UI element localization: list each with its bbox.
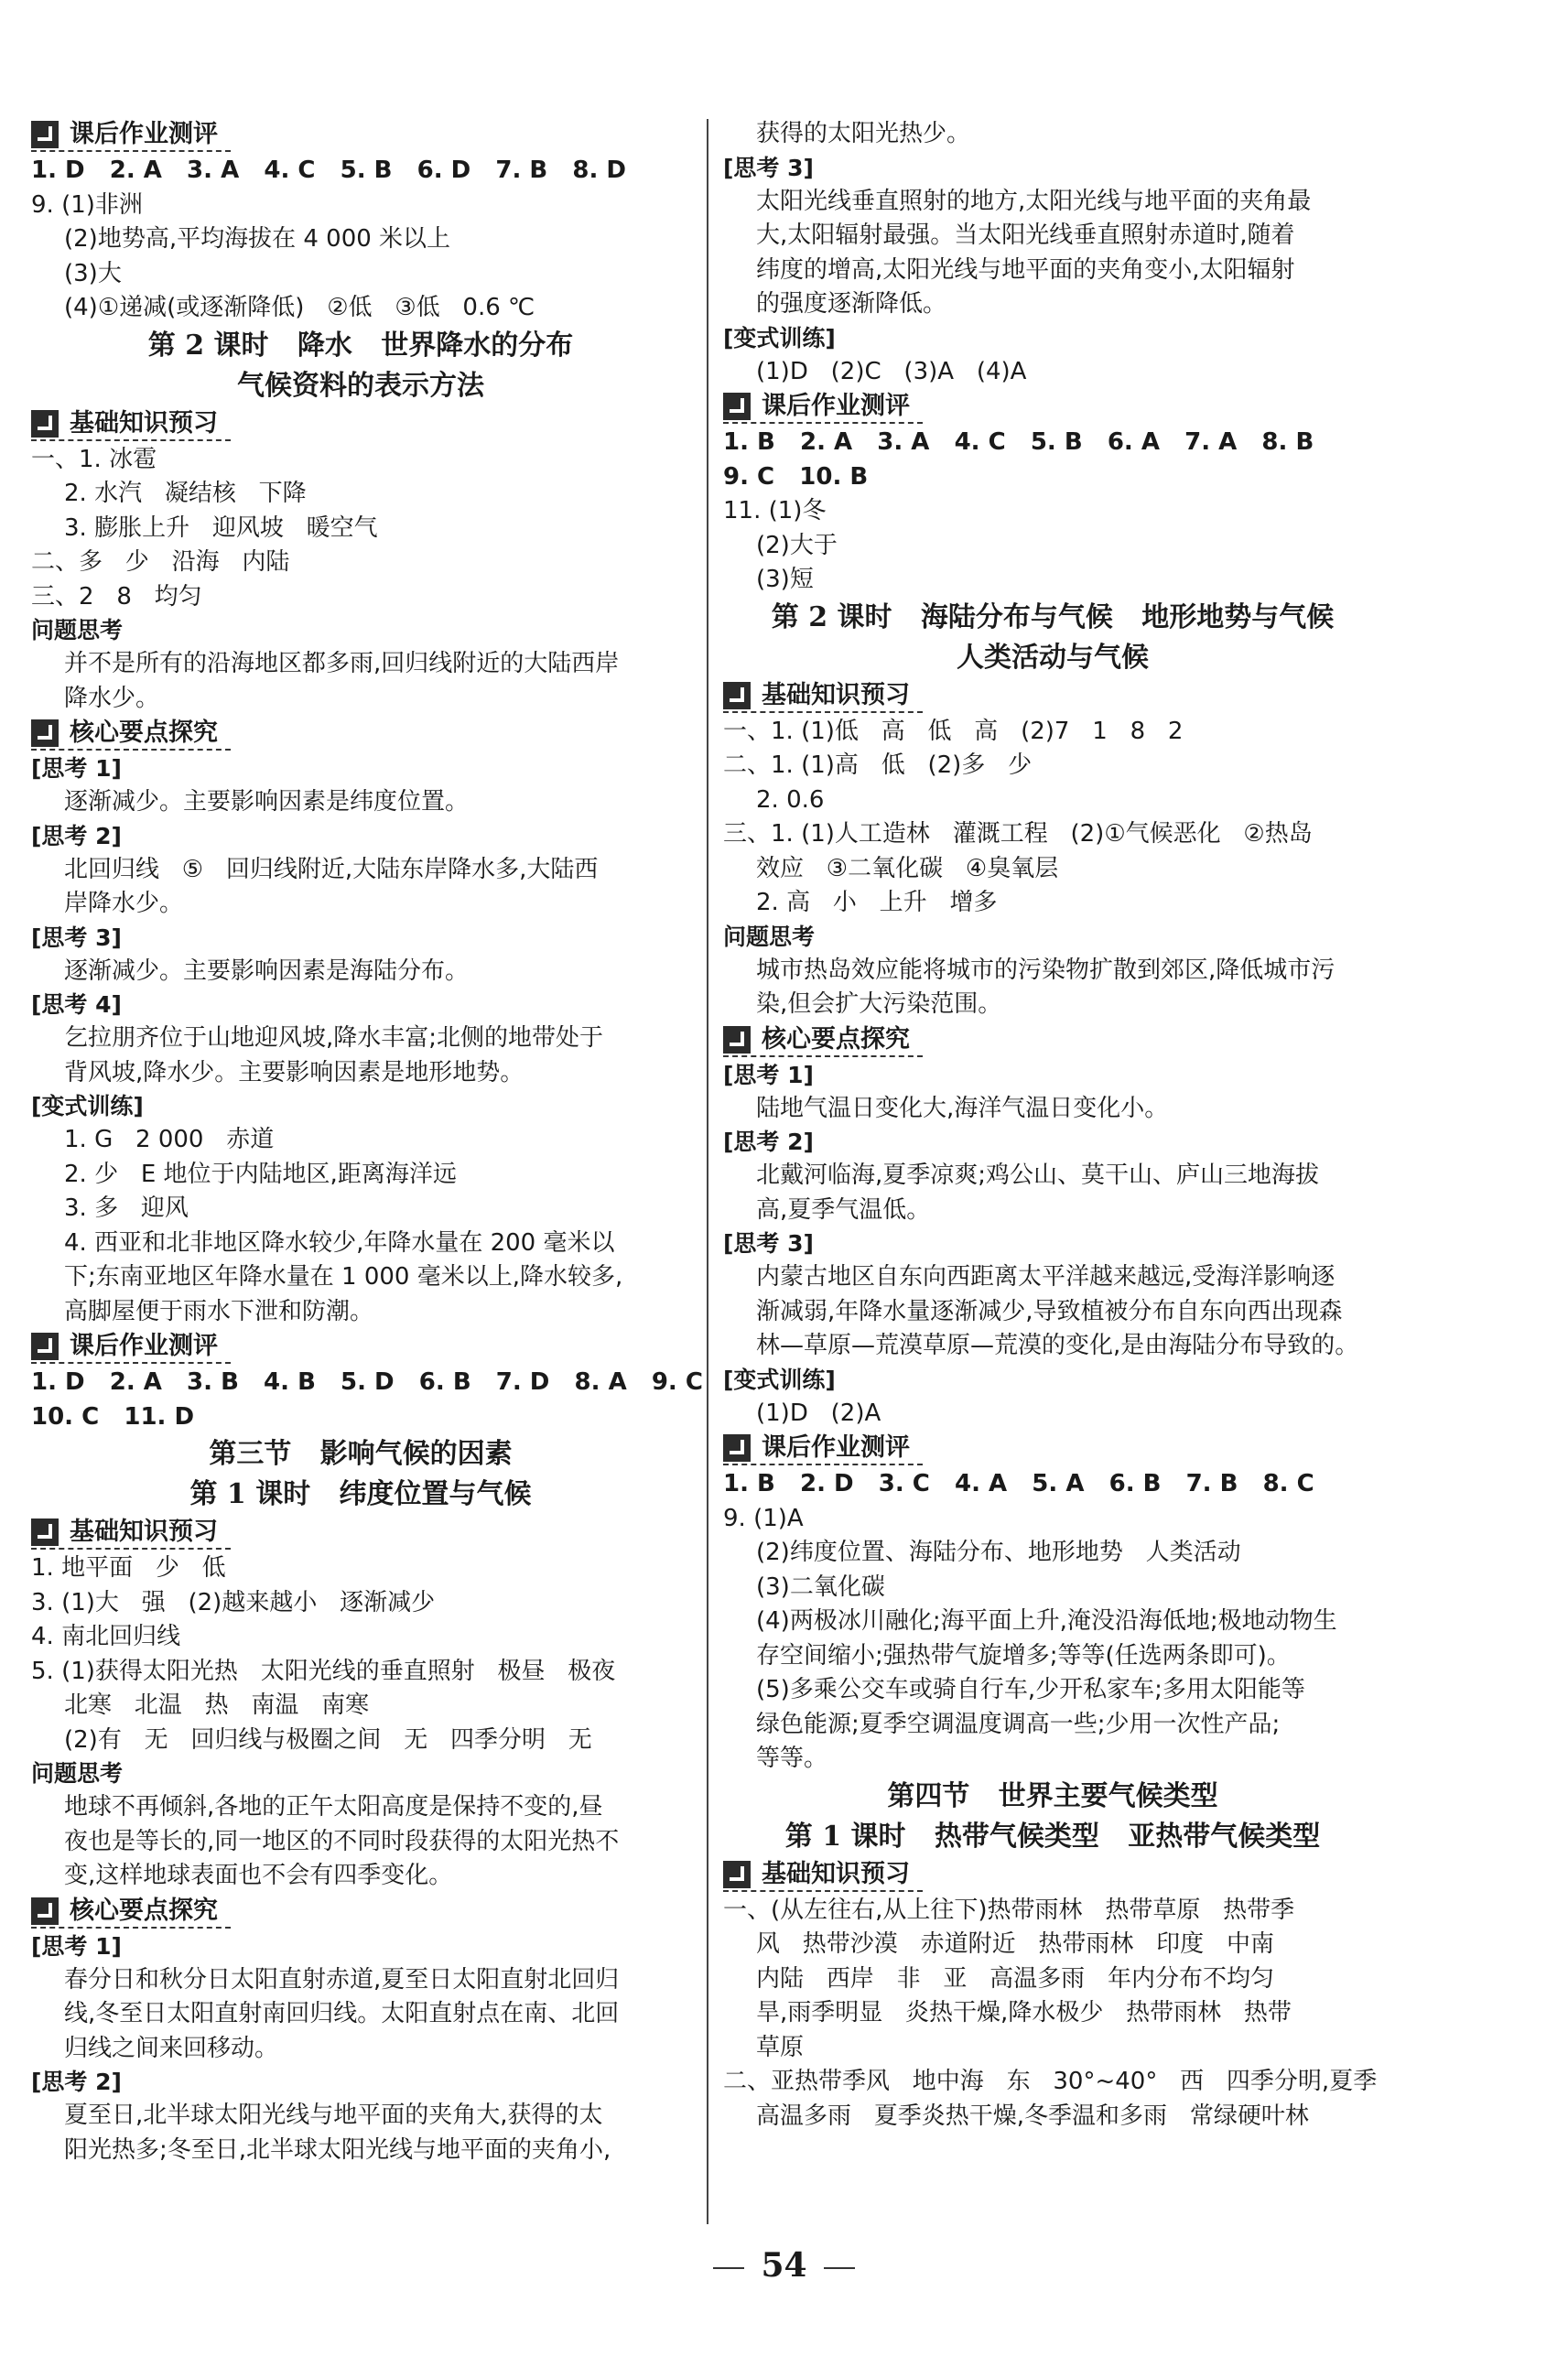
check-box-icon xyxy=(723,393,751,420)
section-header-label: 课后作业测评 xyxy=(70,120,218,148)
answer-text-line: (3)大 xyxy=(64,259,122,287)
sub-heading: [思考 1] xyxy=(723,1061,814,1088)
answer-key-line: 1. B 2. A 3. A 4. C 5. B 6. A 7. A 8. B xyxy=(723,428,1314,456)
answer-text-line: 高,夏季气温低。 xyxy=(756,1195,931,1224)
check-box-icon xyxy=(31,1333,59,1360)
section-header-row xyxy=(723,1431,1382,1467)
section-header-label: 基础知识预习 xyxy=(762,1859,910,1888)
answer-text-line: 线,冬至日太阳直射南回归线。太阳直射点在南、北回 xyxy=(64,2000,620,2027)
answer-text-line: 高脚屋便于雨水下泄和防潮。 xyxy=(64,1297,374,1325)
check-box-icon xyxy=(723,1861,751,1888)
answer-text-line: 3. (1)大 强 (2)越来越小 逐渐减少 xyxy=(31,1588,436,1616)
answer-text-line: (3)短 xyxy=(756,566,814,593)
section-header xyxy=(31,119,231,152)
section-header xyxy=(31,718,231,751)
answer-text-line: 9. (1)A xyxy=(723,1504,804,1532)
answer-text-line: 二、多 少 沿海 内陆 xyxy=(31,548,290,576)
sub-heading: [变式训练] xyxy=(723,324,836,351)
answer-text-line: 获得的太阳光热少。 xyxy=(756,120,971,147)
answer-text-line: 并不是所有的沿海地区都多雨,回归线附近的大陆西岸 xyxy=(64,650,620,677)
check-box-icon xyxy=(31,1897,59,1925)
section-header-row xyxy=(31,1515,690,1551)
section-header-row xyxy=(31,1329,690,1366)
section-header-label: 课后作业测评 xyxy=(70,1332,218,1360)
sub-heading: [变式训练] xyxy=(31,1093,144,1119)
section-header xyxy=(723,1024,923,1057)
answer-text-line: (4)①递减(或逐渐降低) ②低 ③低 0.6 ℃ xyxy=(64,294,535,321)
answer-text-line: 一、(从左往右,从上往下)热带雨林 热带草原 热带季 xyxy=(723,1896,1295,1924)
section-header xyxy=(31,1517,231,1550)
left-column xyxy=(31,117,703,2167)
section-header-label: 课后作业测评 xyxy=(762,1433,910,1462)
section-header-label: 核心要点探究 xyxy=(70,719,218,747)
answer-text-line: 归线之间来回移动。 xyxy=(64,2034,279,2062)
answer-text-line: 逐渐减少。主要影响因素是纬度位置。 xyxy=(64,788,470,816)
answer-text-line: 林—草原—荒漠草原—荒漠的变化,是由海陆分布导致的。 xyxy=(756,1332,1359,1359)
answer-key-line: 9. C 10. B xyxy=(723,462,869,491)
answer-text-line: 乞拉朋齐位于山地迎风坡,降水丰富;北侧的地带处于 xyxy=(64,1024,604,1052)
section-header-row xyxy=(723,1022,1382,1059)
section-header xyxy=(723,391,923,424)
answer-text-line: 逐渐减少。主要影响因素是海陆分布。 xyxy=(64,956,470,985)
sub-heading: [思考 4] xyxy=(31,991,122,1018)
answer-text-line: 大,太阳辐射最强。当太阳光线垂直照射赤道时,随着 xyxy=(756,222,1295,249)
column-divider xyxy=(707,119,708,2224)
sub-heading: 问题思考 xyxy=(31,617,124,643)
lesson-title: 气候资料的表示方法 xyxy=(237,369,484,402)
answer-text-line: 等等。 xyxy=(756,1745,828,1772)
answer-key-line: 1. B 2. D 3. C 4. A 5. A 6. B 7. B 8. C xyxy=(723,1470,1314,1497)
answer-key-line: 1. D 2. A 3. A 4. C 5. B 6. D 7. B 8. D xyxy=(31,157,626,184)
lesson-title: 第 2 课时 降水 世界降水的分布 xyxy=(147,329,574,362)
section-header xyxy=(723,680,923,713)
lesson-title: 第四节 世界主要气候类型 xyxy=(887,1779,1218,1812)
answer-text-line: 岸降水少。 xyxy=(64,890,184,917)
answer-text-line: (3)二氧化碳 xyxy=(756,1572,885,1601)
section-header-label: 课后作业测评 xyxy=(762,392,910,420)
answer-text-line: (1)D (2)A xyxy=(756,1399,881,1427)
answer-text-line: 11. (1)冬 xyxy=(723,497,827,524)
answer-text-line: 地球不再倾斜,各地的正午太阳高度是保持不变的,昼 xyxy=(64,1793,603,1821)
answer-text-line: 春分日和秋分日太阳直射赤道,夏至日太阳直射北回归 xyxy=(64,1965,620,1994)
sub-heading: [思考 2] xyxy=(723,1129,814,1155)
section-header-label: 基础知识预习 xyxy=(762,680,910,709)
answer-text-line: 风 热带沙漠 赤道附近 热带雨林 印度 中南 xyxy=(756,1930,1274,1958)
answer-text-line: 北回归线 ⑤ 回归线附近,大陆东岸降水多,大陆西 xyxy=(64,855,599,883)
answer-text-line: 三、1. (1)人工造林 灌溉工程 (2)①气候恶化 ②热岛 xyxy=(723,820,1313,848)
answer-text-line: 的强度逐渐降低。 xyxy=(756,290,947,318)
answer-text-line: 内蒙古地区自东向西距离太平洋越来越远,受海洋影响逐 xyxy=(756,1263,1336,1291)
lesson-title: 第三节 影响气候的因素 xyxy=(209,1438,513,1470)
sub-heading: [变式训练] xyxy=(723,1366,836,1393)
answer-text-line: 背风坡,降水少。主要影响因素是地形地势。 xyxy=(64,1058,524,1086)
sub-heading: [思考 1] xyxy=(31,755,122,782)
lesson-title: 第 2 课时 海陆分布与气候 地形地势与气候 xyxy=(771,600,1335,633)
section-header xyxy=(723,1859,923,1892)
answer-text-line: 1. 地平面 少 低 xyxy=(31,1554,226,1582)
answer-text-line: (2)地势高,平均海拔在 4 000 米以上 xyxy=(64,225,451,253)
sub-heading: [思考 3] xyxy=(31,924,122,951)
answer-text-line: 旱,雨季明显 炎热干燥,降水极少 热带雨林 热带 xyxy=(756,1999,1292,2026)
sub-heading: 问题思考 xyxy=(31,1760,124,1787)
right-column xyxy=(723,117,1382,2134)
section-header-row xyxy=(31,716,690,752)
answer-text-line: 夏至日,北半球太阳光线与地平面的夹角大,获得的太 xyxy=(64,2102,603,2129)
section-header-row xyxy=(31,117,690,154)
answer-text-line: (1)D (2)C (3)A (4)A xyxy=(756,357,1027,385)
answer-key-line: 1. D 2. A 3. B 4. B 5. D 6. B 7. D 8. A 9. C xyxy=(31,1368,703,1396)
answer-text-line: 渐减弱,年降水量逐渐减少,导致植被分布自东向西出现森 xyxy=(756,1297,1343,1325)
answer-text-line: 降水少。 xyxy=(64,684,160,712)
answer-text-line: 9. (1)非洲 xyxy=(31,190,143,219)
check-box-icon xyxy=(31,719,59,747)
answer-text-line: 下;东南亚地区年降水量在 1 000 毫米以上,降水较多, xyxy=(64,1263,623,1291)
section-header xyxy=(31,1331,231,1364)
answer-text-line: 效应 ③二氧化碳 ④臭氧层 xyxy=(756,854,1059,882)
section-header-row xyxy=(723,1857,1382,1894)
sub-heading: [思考 3] xyxy=(723,1230,814,1257)
answer-text-line: 纬度的增高,太阳光线与地平面的夹角变小,太阳辐射 xyxy=(756,255,1295,284)
answer-text-line: 一、1. (1)低 高 低 高 (2)7 1 8 2 xyxy=(723,717,1184,745)
answer-text-line: (2)有 无 回归线与极圈之间 无 四季分明 无 xyxy=(64,1725,592,1754)
section-header-label: 基础知识预习 xyxy=(70,408,218,438)
answer-text-line: 二、亚热带季风 地中海 东 30°~40° 西 四季分明,夏季 xyxy=(723,2068,1378,2095)
answer-text-line: 2. 0.6 xyxy=(756,785,825,814)
check-box-icon xyxy=(31,410,59,438)
sub-heading: [思考 1] xyxy=(31,1932,122,1960)
answer-text-line: 高温多雨 夏季炎热干燥,冬季温和多雨 常绿硬叶林 xyxy=(756,2102,1309,2130)
answer-text-line: 染,但会扩大污染范围。 xyxy=(756,990,1002,1018)
page-number: 54 xyxy=(0,2246,1568,2285)
section-header-row xyxy=(723,389,1382,426)
check-box-icon xyxy=(723,1026,751,1054)
sub-heading: [思考 3] xyxy=(723,154,814,181)
answer-text-line: 二、1. (1)高 低 (2)多 少 xyxy=(723,751,1033,779)
check-box-icon xyxy=(723,1434,751,1462)
section-header-row xyxy=(31,406,690,443)
section-header-label: 核心要点探究 xyxy=(762,1024,910,1054)
answer-text-line: 绿色能源;夏季空调温度调高一些;少用一次性产品; xyxy=(756,1710,1281,1738)
answer-text-line: 3. 多 迎风 xyxy=(64,1194,189,1222)
check-box-icon xyxy=(31,1518,59,1546)
answer-text-line: 城市热岛效应能将城市的污染物扩散到郊区,降低城市污 xyxy=(756,956,1336,984)
sub-heading: 问题思考 xyxy=(723,923,816,950)
lesson-title: 人类活动与气候 xyxy=(957,641,1149,674)
section-header xyxy=(723,1432,923,1465)
answer-text-line: 阳光热多;冬至日,北半球太阳光线与地平面的夹角小, xyxy=(64,2135,611,2164)
answer-text-line: 北戴河临海,夏季凉爽;鸡公山、莫干山、庐山三地海拔 xyxy=(756,1162,1320,1189)
answer-key-line: 10. C 11. D xyxy=(31,1402,195,1431)
answer-text-line: 一、1. 冰雹 xyxy=(31,445,157,473)
answer-text-line: (2)纬度位置、海陆分布、地形地势 人类活动 xyxy=(756,1539,1241,1566)
answer-text-line: 夜也是等长的,同一地区的不同时段获得的太阳光热不 xyxy=(64,1827,620,1855)
answer-text-line: 5. (1)获得太阳光热 太阳光线的垂直照射 极昼 极夜 xyxy=(31,1657,616,1685)
answer-text-line: (2)大于 xyxy=(756,531,838,559)
answer-text-line: (4)两极冰川融化;海平面上升,淹没沿海低地;极地动物生 xyxy=(756,1607,1337,1635)
answer-text-line: 北寒 北温 热 南温 南寒 xyxy=(64,1691,370,1719)
answer-text-line: 太阳光线垂直照射的地方,太阳光线与地平面的夹角最 xyxy=(756,187,1312,215)
sub-heading: [思考 2] xyxy=(31,822,122,849)
answer-text-line: 2. 高 小 上升 增多 xyxy=(756,889,998,916)
answer-text-line: 3. 膨胀上升 迎风坡 暖空气 xyxy=(64,513,378,542)
section-header-row xyxy=(723,678,1382,715)
answer-text-line: 2. 少 E 地位于内陆地区,距离海洋远 xyxy=(64,1160,457,1188)
answer-text-line: 变,这样地球表面也不会有四季变化。 xyxy=(64,1862,453,1889)
lesson-title: 第 1 课时 热带气候类型 亚热带气候类型 xyxy=(784,1820,1321,1853)
section-header-row xyxy=(31,1894,690,1930)
answer-text-line: 4. 西亚和北非地区降水较少,年降水量在 200 毫米以 xyxy=(64,1228,615,1257)
sub-heading: [思考 2] xyxy=(31,2069,122,2095)
section-header xyxy=(31,1896,231,1929)
check-box-icon xyxy=(31,121,59,148)
answer-text-line: 内陆 西岸 非 亚 高温多雨 年内分布不均匀 xyxy=(756,1964,1274,1993)
answer-text-line: 4. 南北回归线 xyxy=(31,1623,181,1650)
check-box-icon xyxy=(723,682,751,709)
answer-text-line: (5)多乘公交车或骑自行车,少开私家车;多用太阳能等 xyxy=(756,1676,1305,1703)
answer-text-line: 陆地气温日变化大,海洋气温日变化小。 xyxy=(756,1094,1169,1122)
answer-text-line: 三、2 8 均匀 xyxy=(31,582,202,611)
answer-text-line: 2. 水汽 凝结核 下降 xyxy=(64,480,307,507)
section-header-label: 基础知识预习 xyxy=(70,1518,218,1546)
answer-text-line: 1. G 2 000 赤道 xyxy=(64,1126,275,1153)
answer-text-line: 存空间缩小;强热带气旋增多;等等(任选两条即可)。 xyxy=(756,1641,1291,1670)
answer-text-line: 草原 xyxy=(756,2033,805,2061)
section-header-label: 核心要点探究 xyxy=(70,1896,218,1925)
lesson-title: 第 1 课时 纬度位置与气候 xyxy=(189,1478,532,1510)
section-header xyxy=(31,408,231,441)
